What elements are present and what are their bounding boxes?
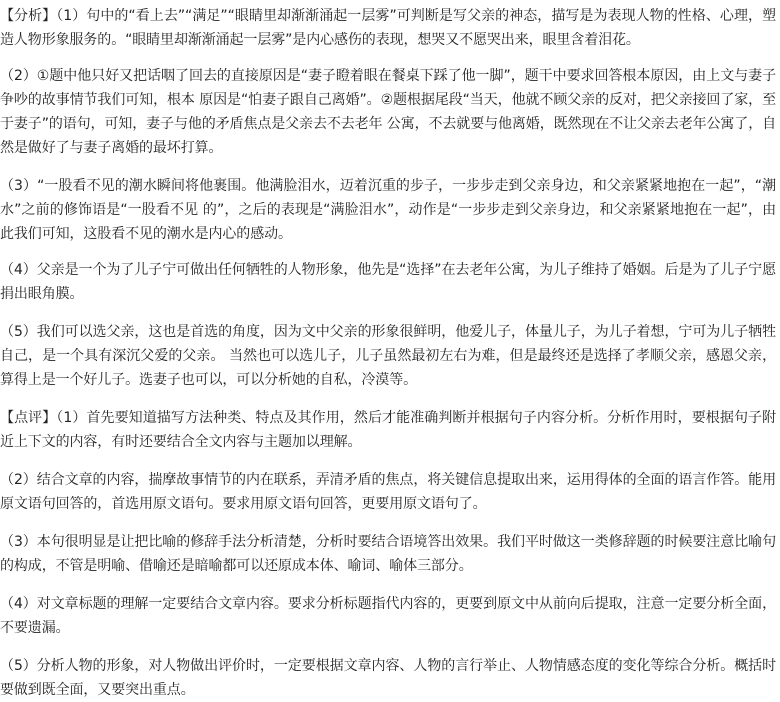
comment-paragraph-3: （3）本句很明显是让把比喻的修辞手法分析清楚，分析时要结合语境答出效果。我们平时做这一类修辞题的时候要注意比喻句的构成，不管是明喻、借喻还是暗喻都可以还原成本体、喻词、喻体三部分。 (0, 534, 776, 574)
analysis-paragraph-5: （5）我们可以选父亲，这也是首选的角度，因为文中父亲的形象很鲜明，他爱儿子，体量儿子，为儿子着想，宁可为儿子牺牲自己，是一个具有深沉父爱的父亲。 当然也可以选儿子，儿子虽然最初左右为难，但是最终还是选择了孝顺父亲，感恩父亲，算得上是一个好儿子。选妻子也可以，可以分析她的自私，冷漠等。 (0, 324, 776, 388)
comment-paragraph-4: （4）对文章标题的理解一定要结合文章内容。要求分析标题指代内容的，更要到原文中从前向后提取，注意一定要分析全面，不要遗漏。 (0, 596, 776, 636)
comment-paragraph-2: （2）结合文章的内容，揣摩故事情节的内在联系，弄清矛盾的焦点，将关键信息提取出来，运用得体的全面的语言作答。能用原文语句回答的，首选用原文语句。要求用原文语句回答，更要用原文语句了。 (0, 472, 776, 512)
analysis-paragraph-4: （4）父亲是一个为了儿子宁可做出任何牺牲的人物形象，他先是“选择”在去老年公寓，为儿子维持了婚姻。后是为了儿子宁愿捐出眼角膜。 (0, 262, 776, 302)
analysis-paragraph-3: （3）“一股看不见的潮水瞬间将他裹围。他满脸泪水，迈着沉重的步子，一步步走到父亲身边，和父亲紧紧地抱在一起”，“潮水”之前的修饰语是“一股看不见 的”，之后的表现是“满脸泪水”，动作是“一步步走到父亲身边，和父亲紧紧地抱在一起”，由此我们可知，这股看不见的潮水是内心的感动。 (0, 178, 776, 242)
analysis-paragraph-2: （2）①题中他只好又把话咽了回去的直接原因是“妻子瞪着眼在餐桌下踩了他一脚”，题干中要求回答根本原因，由上文与妻子争吵的故事情节我们可知，根本 原因是“怕妻子跟自己离婚”。②题根据尾段“当天，他就不顾父亲的反对，把父亲接回了家，至于妻子”的语句，可知，妻子与他的矛盾焦点是父亲去不去老年 公寓，不去就要与他离婚，既然现在不让父亲去老年公寓了，自然是做好了与妻子离婚的最坏打算。 (0, 68, 777, 156)
analysis-paragraph-1: 【分析】（1）句中的“看上去”“满足”“眼睛里却渐渐涌起一层雾”可判断是写父亲的神态，描写是为表现人物的性格、心理，塑造人物形象服务的。“眼睛里却渐渐涌起一层雾”是内心感伤的表现，想哭又不愿哭出来，眼里含着泪花。 (0, 8, 776, 48)
comment-paragraph-1: 【点评】（1）首先要知道描写方法种类、特点及其作用，然后才能准确判断并根据句子内容分析。分析作用时，要根据句子附近上下文的内容，有时还要结合全文内容与主题加以理解。 (0, 410, 776, 450)
comment-paragraph-5: （5）分析人物的形象，对人物做出评价时，一定要根据文章内容、人物的言行举止、人物情感态度的变化等综合分析。概括时要做到既全面，又要突出重点。 (0, 658, 776, 698)
